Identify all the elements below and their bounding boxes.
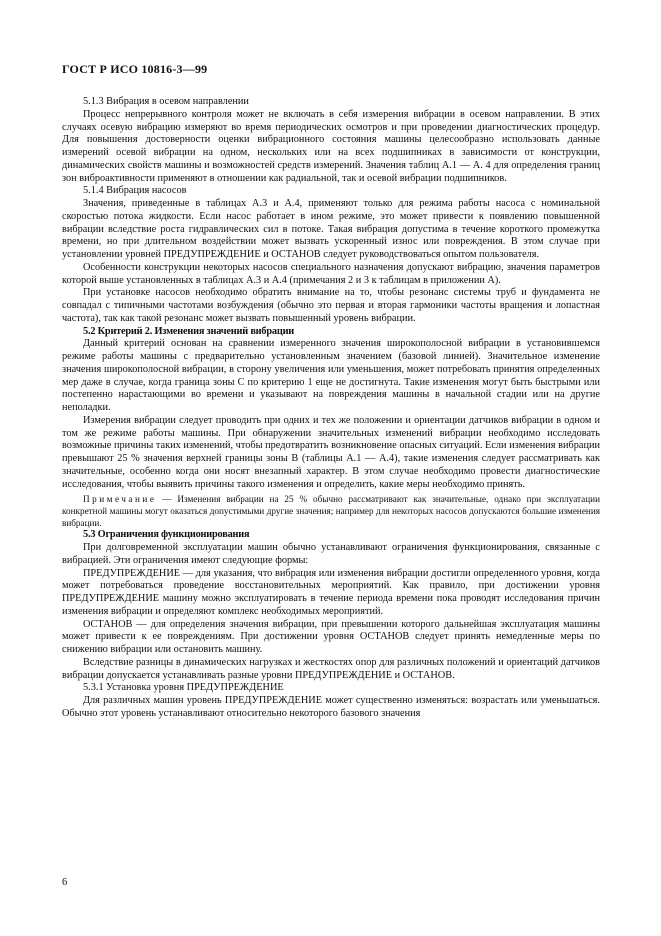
paragraph: Измерения вибрации следует проводить при одних и тех же положении и ориентации датчиков вибрации в одном и том же режиме работы машины. При обнаружении значительных изменений вибрации необходимо исследовать возможные причины таких изменений, чтобы предотвратить возникновение опасных ситуаций. Если изменения вибрации превышают 25 % значения верхней границы зоны В (таблицы А.1 — А.4), такие изменения следует рассматривать как значительные, особенно когда они носят внезапный характер. В этом случае необходимо провести диагностические исследования, чтобы выявить причины такого изменения и определить, какие меры необходимо принять. [62,414,600,490]
paragraph: Для различных машин уровень ПРЕДУПРЕЖДЕНИЕ может существенно изменяться: возрастать или уменьшаться. Обычно этот уровень устанавливают относительно некоторого базового значения [62,695,600,719]
section-heading-5-3: 5.3 Ограничения функционирования [83,529,250,541]
paragraph: Вследствие разницы в динамических нагрузках и жесткостях опор для различных положений и ориентаций датчиков вибрации допускается устанавливать разные уровни ПРЕДУПРЕЖДЕНИЕ и ОСТАНОВ. [62,656,600,681]
note [62,493,600,529]
paragraph: Процесс непрерывного контроля может не включать в себя измерения вибрации в осевом направлении. В этих случаях осевую вибрацию измеряют во время периодических осмотров и при проведении диагностических процедур. Для повышения достоверности оценки вибрационного состояния машины целесообразно использовать данные измерений осевой вибрации на одном, нескольких или на всех подшипниках в зависимости от конструкции, динамических свойств машины и возможностей средств измерений. Значения таблиц А.1 — А. 4 для определения границ зон виброактивности применяют в отношении как радиальной, так и осевой вибрации подшипников. [62,108,600,184]
paragraph: ОСТАНОВ — для определения значения вибрации, при превышении которого дальнейшая эксплуатация машины может привести к ее повреждениям. При достижении уровня ОСТАНОВ следует принять немедленные меры по снижению вибрации или остановить машину. [62,618,600,655]
paragraph: Данный критерий основан на сравнении измеренного значения широкополосной вибрации в установившемся режиме работы машины с предварительно установленным значением (базовой линией). Значительное изменение значения широкополосной вибрации, в сторону увеличения или уменьшения, может потребовать принятия определенных мер даже в случае, когда граница зоны С по критерию 1 еще не достигнута. Такие изменения могут быть быстрыми или постепенно нарастающими во времени и указывают на повреждения машины в начальной стадии или на другие неполадки. [62,338,600,413]
paragraph: ПРЕДУПРЕЖДЕНИЕ — для указания, что вибрация или изменения вибрации достигли определенного уровня, когда может потребоваться проведение восстановительных мероприятий. Как правило, при достижении уровня ПРЕДУПРЕЖДЕНИЕ машину можно эксплуатировать в течение периода времени пока проводят исследования причин изменения вибрации и определяют комплекс необходимых мероприятий. [62,567,600,617]
section-heading-5-2: 5.2 Критерий 2. Изменения значений вибрации [83,325,295,337]
document-body [62,96,600,721]
paragraph: Значения, приведенные в таблицах А.3 и А.4, применяют только для режима работы насоса с номинальной скоростью потока жидкости. Если насос работает в ином режиме, это может привести к появлению повышенной вибрации вследствие роста гидравлических сил в потоке. Такая вибрация допустима в течение короткого промежутка времени, но при длительном воздействии может вызвать ускоренный износ или повреждения. В этом случае при установлении уровней ПРЕДУПРЕЖДЕНИЕ и ОСТАНОВ следует руководствоваться опытом пользователя. [62,198,600,260]
note-label: Примечание [83,494,157,505]
page-number: 6 [62,877,68,888]
section-heading-5-1-3: 5.1.3 Вибрация в осевом направлении [83,96,249,107]
document-header: ГОСТ Р ИСО 10816-3—99 [62,62,208,76]
paragraph: При долговременной эксплуатации машин обычно устанавливают ограничения функционирования, связанные с вибрацией. Эти ограничения имеют следующие формы: [62,542,600,566]
section-heading-5-3-1: 5.3.1 Установка уровня ПРЕДУПРЕЖДЕНИЕ [83,682,284,694]
paragraph: При установке насосов необходимо обратить внимание на то, чтобы резонанс системы труб и фундамента не совпадал с типичными частотами возбуждения (обычно это первая и вторая гармоники частоты вращения и лопастная частота), так как такой резонанс может вызвать повышенный уровень вибрации. [62,287,600,324]
note-text: — Изменения вибрации на 25 % обычно рассматривают как значительные, однако при эксплуатации конкретной машины могут оказаться допустимыми другие значения; например для некоторых насосов допускаются большие изменения вибрации. [62,494,600,529]
section-heading-5-1-4: 5.1.4 Вибрация насосов [83,185,187,197]
paragraph: Особенности конструкции некоторых насосов специального назначения допускают вибрацию, значения параметров которой выше установленных в таблицах А.3 и А.4 (примечания 2 и 3 к таблицам в приложении А). [62,261,600,286]
